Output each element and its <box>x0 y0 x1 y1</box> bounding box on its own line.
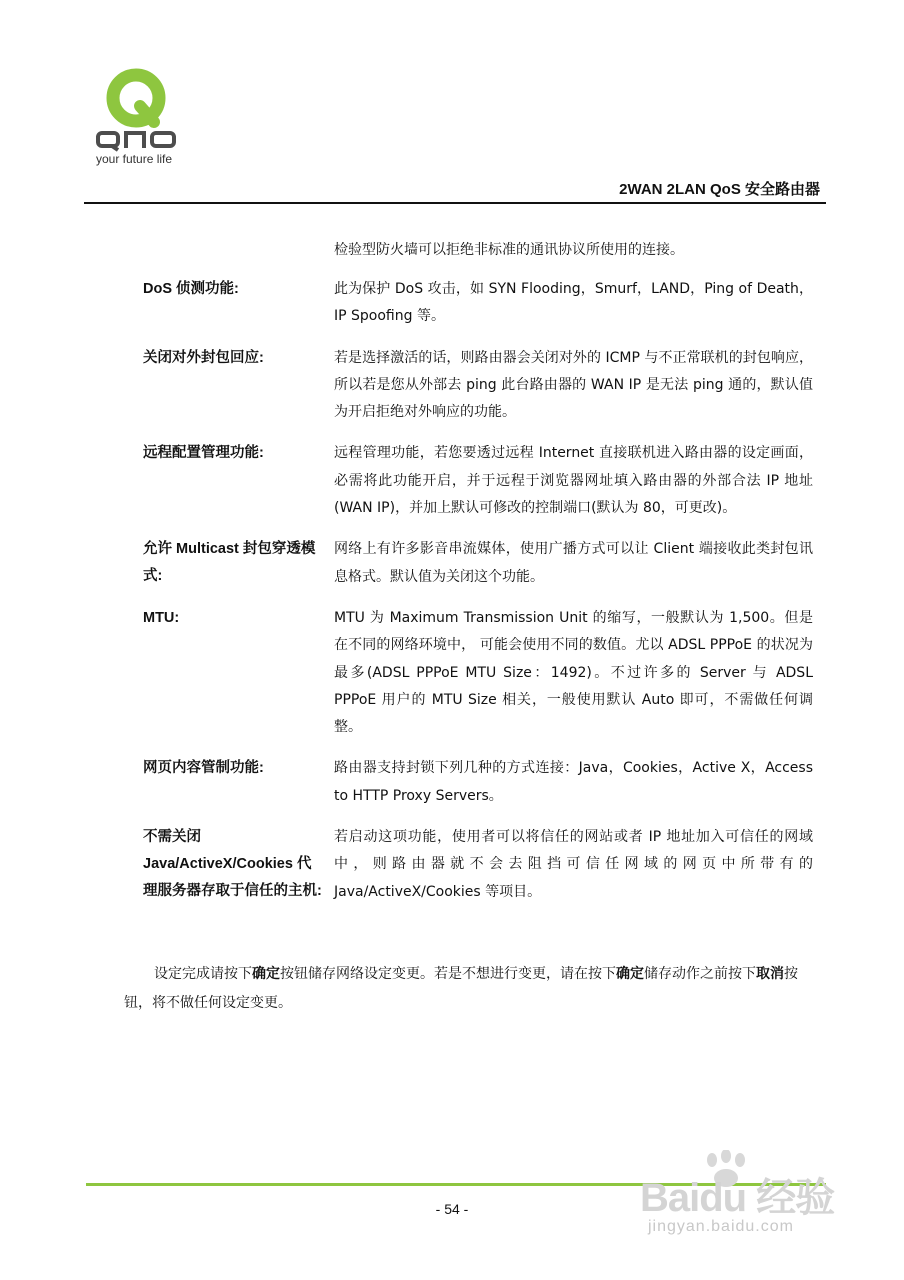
closing-text: 储存动作之前按下 <box>644 966 756 982</box>
intro-paragraph: 检验型防火墙可以拒绝非标准的通讯协议所使用的连接。 <box>334 242 684 258</box>
qno-logo-icon <box>96 62 206 152</box>
definition-term: 网页内容管制功能: <box>143 760 264 777</box>
definition-row <box>143 605 813 741</box>
header-divider <box>84 202 826 204</box>
logo-tagline: your future life <box>96 152 173 166</box>
definition-row <box>143 345 813 427</box>
definition-term: 不需关闭 Java/ActiveX/Cookies 代理服务器存取于信任的主机: <box>143 829 322 900</box>
baidu-watermark <box>640 1150 870 1250</box>
watermark-url: jingyan.baidu.com <box>648 1218 794 1235</box>
product-title: 2WAN 2LAN QoS 安全路由器 <box>619 181 820 198</box>
definition-description: 网络上有许多影音串流媒体，使用广播方式可以让 Client 端接收此类封包讯息格式。默认值为关闭这个功能。 <box>334 541 813 585</box>
definition-row <box>143 440 813 522</box>
definition-row <box>143 824 813 906</box>
page-number: - 54 - <box>435 1201 469 1217</box>
definition-description: 远程管理功能，若您要透过远程 Internet 直接联机进入路由器的设定画面，必需将此功能开启，并于远程于浏览器网址填入路由器的外部合法 IP 地址(WAN IP)，并加上默认可修改的控制端口(默认为 80，可更改)。 <box>334 445 813 517</box>
confirm-keyword: 确定 <box>616 966 644 982</box>
definition-row <box>143 276 813 331</box>
definition-term: 远程配置管理功能: <box>143 445 264 462</box>
qno-logo <box>96 62 206 168</box>
definition-term: MTU: <box>143 609 180 626</box>
watermark-brand: Baidu 经验 <box>640 1176 835 1220</box>
closing-paragraph <box>124 960 824 1018</box>
definition-description: MTU 为 Maximum Transmission Unit 的缩写，一般默认为 1,500。但是在不同的网络环境中， 可能会使用不同的数值。尤以 ADSL PPPoE 的状况为最多(ADSL PPPoE MTU Size：1492)。不过许多的 Server 与 ADSL PPPoE 用户的 MTU Size 相关，一般使用默认 Auto 即可，不需做任何调整。 <box>334 609 813 736</box>
definition-term: 关闭对外封包回应: <box>143 349 264 366</box>
definition-term: 允许 Multicast 封包穿透模式: <box>143 541 316 585</box>
definition-description: 若启动这项功能，使用者可以将信任的网站或者 IP 地址加入可信任的网域中，则路由器就不会去阻挡可信任网域的网页中所带有的 Java/ActiveX/Cookies 等项目。 <box>334 829 813 900</box>
closing-text: 按钮，将不做任何设定变更。 <box>124 966 798 1011</box>
definition-description: 若是选择激活的话，则路由器会关闭对外的 ICMP 与不正常联机的封包响应，所以若是您从外部去 ping 此台路由器的 WAN IP 是无法 ping 通的，默认值为开启拒绝对外响应的功能。 <box>334 349 813 421</box>
definition-description: 此为保护 DoS 攻击，如 SYN Flooding，Smurf，LAND，Ping of Death，IP Spoofing 等。 <box>334 281 813 325</box>
definition-row <box>143 536 813 591</box>
definition-description: 路由器支持封锁下列几种的方式连接：Java，Cookies，Active X，Access to HTTP Proxy Servers。 <box>334 760 813 804</box>
definition-row <box>143 755 813 810</box>
closing-text: 按钮储存网络设定变更。若是不想进行变更，请在按下 <box>280 966 616 982</box>
definition-list <box>143 276 813 920</box>
definition-term: DoS 侦测功能: <box>143 281 239 297</box>
confirm-keyword: 确定 <box>252 966 280 982</box>
closing-text: 设定完成请按下 <box>154 966 252 982</box>
cancel-keyword: 取消 <box>756 966 784 982</box>
